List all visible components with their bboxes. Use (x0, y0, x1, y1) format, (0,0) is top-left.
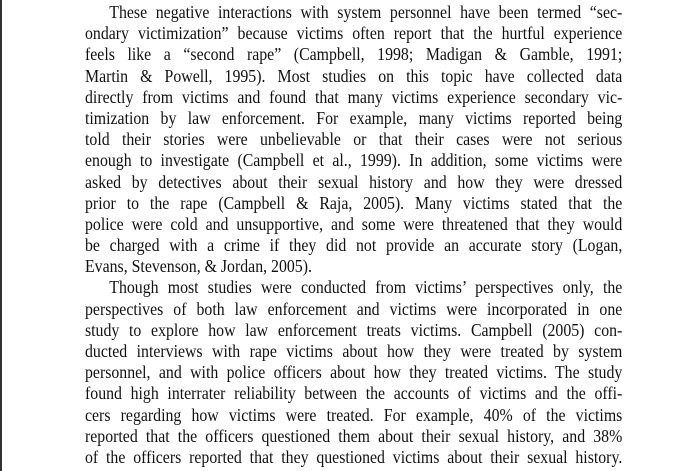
text-line: prior to the rape (Campbell & Raja, 2005). Many victims stated that the (85, 192, 623, 213)
document-body (85, 2, 622, 468)
text-line: study to explore how law enforcement treats victims. Campbell (2005) con- (85, 319, 623, 340)
text-line: be charged with a crime if they did not provide an accurate story (Logan, (85, 235, 623, 256)
text-line: Martin & Powell, 1995). Most studies on this topic have collected data (85, 65, 623, 86)
text-line: reported that the officers questioned them about their sexual history, and 38% (85, 425, 623, 446)
text-line: found high interrater reliability between the accounts of victims and the offi- (85, 383, 623, 404)
text-line: of the officers reported that they questioned victims about their sexual history. (85, 446, 623, 467)
text-line: Though most studies were conducted from victims’ perspectives only, the (109, 277, 623, 298)
text-line: perspectives of both law enforcement and victims were incorporated in one (85, 298, 623, 319)
text-line: ducted interviews with rape victims about how they were treated by system (85, 341, 623, 361)
text-line: feels like a “second rape” (Campbell, 1998; Madigan & Gamble, 1991; (85, 44, 623, 65)
text-line: police were cold and unsupportive, and some were threatened that they would (85, 213, 623, 234)
page-edge (0, 0, 2, 471)
text-line: These negative interactions with system personnel have been termed “sec- (109, 2, 623, 22)
text-line: told their stories were unbelievable or that their cases were not serious (85, 129, 623, 150)
text-line: personnel, and with police officers about how they treated victims. The study (85, 362, 623, 383)
text-line: asked by detectives about their sexual history and how they were dressed (85, 171, 623, 192)
text-line: ondary victimization” because victims often report that the hurtful experience (85, 23, 623, 44)
paragraph-2 (85, 277, 622, 468)
text-line: enough to investigate (Campbell et al., 1999). In addition, some victims were (85, 150, 623, 171)
text-line: Evans, Stevenson, & Jordan, 2005). (85, 256, 312, 277)
text-line: directly from victims and found that many victims experience secondary vic- (85, 86, 623, 107)
text-line: cers regarding how victims were treated. For example, 40% of the victims (85, 404, 623, 425)
paragraph-1 (85, 2, 622, 277)
text-line: timization by law enforcement. For example, many victims reported being (85, 107, 623, 128)
